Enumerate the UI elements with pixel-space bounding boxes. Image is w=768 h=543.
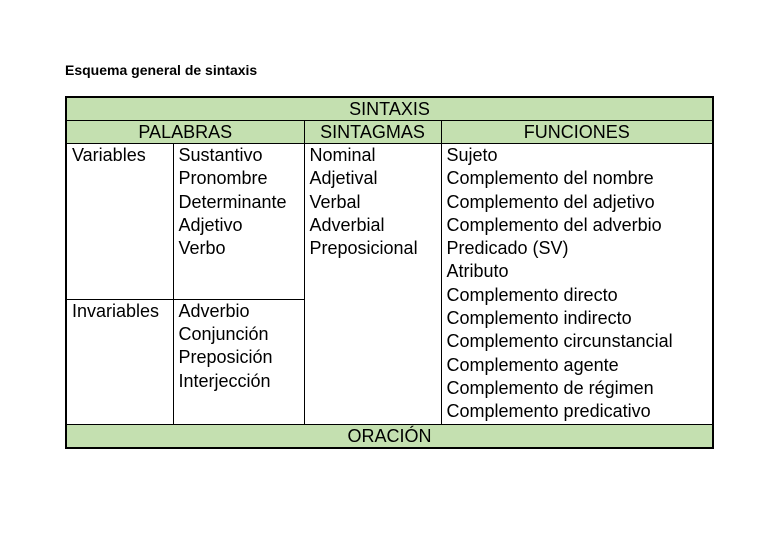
list-item: Adjetivo: [178, 214, 243, 235]
list-item: Pronombre: [178, 168, 268, 189]
cell-sintagmas: [304, 144, 441, 425]
list-item: Adjetival: [309, 168, 378, 189]
list-item: Complemento del nombre: [446, 168, 654, 189]
list-item: Complemento de régimen: [446, 377, 654, 398]
header-sintaxis: SINTAXIS: [66, 97, 713, 121]
list-item: Complemento predicativo: [446, 401, 651, 422]
list-item: Atributo: [446, 261, 509, 282]
list-item: Verbo: [178, 238, 226, 259]
label-variables: Variables: [66, 144, 173, 300]
label-invariables: Invariables: [66, 299, 173, 424]
list-item: Complemento indirecto: [446, 308, 632, 329]
syntax-scheme-table: [65, 96, 714, 449]
list-item: Adverbial: [309, 214, 385, 235]
cell-funciones: [441, 144, 713, 425]
list-item: Interjección: [178, 370, 271, 391]
list-item: Verbal: [309, 191, 361, 212]
footer-oracion: ORACIÓN: [66, 424, 713, 448]
list-item: Determinante: [178, 191, 287, 212]
list-item: Complemento circunstancial: [446, 331, 673, 352]
list-item: Complemento agente: [446, 354, 619, 375]
list-item: Sustantivo: [178, 145, 263, 165]
table-row-variables: [66, 144, 713, 300]
cell-invariables-items: [173, 299, 304, 424]
header-palabras: PALABRAS: [66, 121, 304, 144]
cell-variables-items: [173, 144, 304, 300]
list-item: Preposición: [178, 347, 273, 368]
header-sintagmas: SINTAGMAS: [304, 121, 441, 144]
document-title: Esquema general de sintaxis: [65, 62, 258, 78]
table-footer-row: [66, 424, 713, 448]
list-item: Sujeto: [446, 145, 498, 165]
list-item: Complemento del adjetivo: [446, 191, 655, 212]
list-item: Preposicional: [309, 238, 418, 259]
list-item: Nominal: [309, 145, 376, 165]
list-item: Complemento del adverbio: [446, 214, 662, 235]
list-item: Complemento directo: [446, 284, 618, 305]
list-item: Predicado (SV): [446, 238, 569, 259]
table-column-header-row: [66, 121, 713, 144]
table-top-header-row: [66, 97, 713, 121]
header-funciones: FUNCIONES: [441, 121, 713, 144]
list-item: Adverbio: [178, 300, 250, 321]
list-item: Conjunción: [178, 324, 269, 345]
